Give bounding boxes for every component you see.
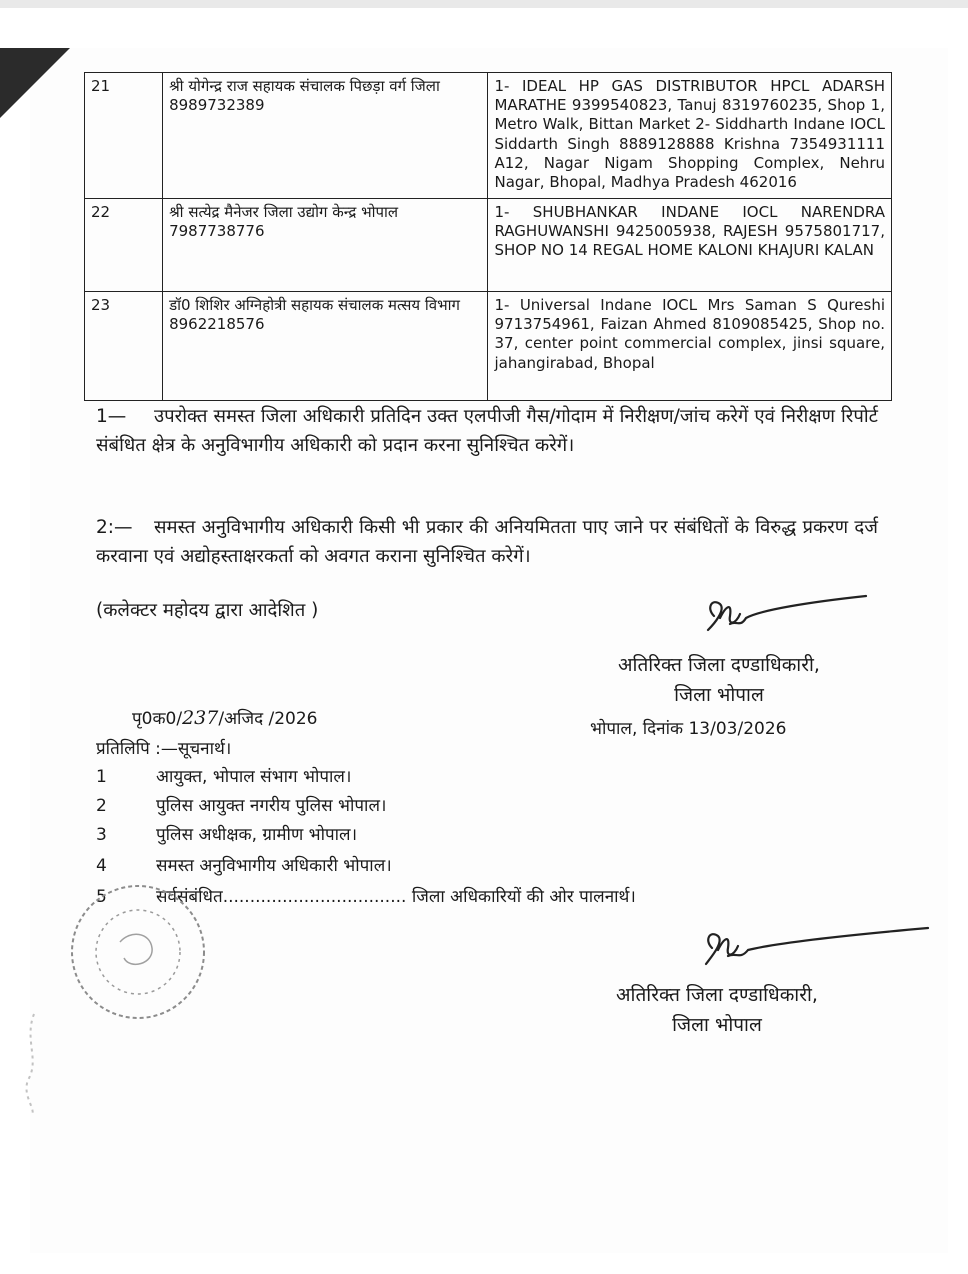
page-corner-shadow xyxy=(0,48,70,118)
distributor-cell: 1- Universal Indane IOCL Mrs Saman S Qureshi 9713754961, Faizan Ahmed 8109085425, Shop no. 37, center point commercial complex, jinsi square, jahangirabad, Bhopal xyxy=(488,292,892,401)
paragraph-text: समस्त अनुविभागीय अधिकारी किसी भी प्रकार की अनियमितता पाए जाने पर संबंधितों के विरुद्ध प्रकरण दर्ज करवाना एवं अद्योहस्ताक्षरकर्ता को अवगत कराना सुनिश्चित करेगें। xyxy=(96,517,878,567)
order-note: (कलेक्टर महोदय द्वारा आदेशित ) xyxy=(96,600,319,621)
designation-district: जिला भोपाल xyxy=(674,684,764,707)
handwritten-signature-icon xyxy=(640,926,930,974)
list-item: 2 पुलिस आयुक्त नगरीय पुलिस भोपाल। xyxy=(96,796,387,816)
distributor-cell: 1- IDEAL HP GAS DISTRIBUTOR HPCL ADARSH MARATHE 9399540823, Tanuj 8319760235, Shop 1, Metro Walk, Bittan Market 2- Siddharth Indane IOCL Siddarth Singh 8889128888 Krishna 7354931111 A12, Nagar Nigam Shopping Complex, Nehru Nagar, Bhopal, Madhya Pradesh 462016 xyxy=(488,73,892,199)
paragraph-text: उपरोक्त समस्त जिला अधिकारी प्रतिदिन उक्त एलपीजी गैस/गोदाम में निरीक्षण/जांच करेगें एवं निरीक्षण रिपोर्ट संबंधित क्षेत्र के अनुविभागीय अधिकारी को प्रदान करना सुनिश्चित करेगें। xyxy=(96,406,878,456)
top-bar xyxy=(0,0,968,8)
official-seal-icon xyxy=(40,882,210,1032)
table-row xyxy=(85,73,892,199)
signatory-designation xyxy=(574,650,864,711)
serial-number: 22 xyxy=(85,199,163,292)
instruction-paragraph-2 xyxy=(96,514,878,571)
distributor-cell: 1- SHUBHANKAR INDANE IOCL NARENDRA RAGHUWANSHI 9425005938, RAJESH 9575801717, SHOP NO 14 REGAL HOME KALONI KHAJURI KALAN xyxy=(488,199,892,292)
copy-heading: प्रतिलिपि :—सूचनार्थ। xyxy=(96,739,232,759)
designation-title: अतिरिक्त जिला दण्डाधिकारी, xyxy=(616,984,818,1006)
officer-cell: श्री योगेन्द्र राज सहायक संचालक पिछड़ा वर्ग जिला 8989732389 xyxy=(163,73,488,199)
handwritten-number: 237 xyxy=(182,707,219,729)
officer-cell: श्री सत्येद्र मैनेजर जिला उद्योग केन्द्र भोपाल 7987738776 xyxy=(163,199,488,292)
paragraph-number: 1— xyxy=(96,406,127,427)
officer-cell: डॉ0 शिशिर अग्निहोत्री सहायक संचालक मत्सय विभाग 8962218576 xyxy=(163,292,488,401)
table-row xyxy=(85,292,892,401)
instruction-paragraph-1 xyxy=(96,403,878,460)
list-item: 5 सर्वसंबंधित.................................. जिला अधिकारियों की ओर पालनार्थ। xyxy=(96,887,636,907)
table-row xyxy=(85,199,892,292)
signatory-designation xyxy=(572,980,862,1041)
list-item: 4 समस्त अनुविभागीय अधिकारी भोपाल। xyxy=(96,856,392,876)
serial-number: 21 xyxy=(85,73,163,199)
reference-number: पृ0क0/237/अजिद /2026 xyxy=(132,707,318,729)
designation-title: अतिरिक्त जिला दण्डाधिकारी, xyxy=(618,654,820,676)
serial-number: 23 xyxy=(85,292,163,401)
handwritten-signature-icon xyxy=(700,594,870,640)
list-item: 1 आयुक्त, भोपाल संभाग भोपाल। xyxy=(96,767,352,787)
date-line: भोपाल, दिनांक 13/03/2026 xyxy=(590,719,787,739)
ink-smudge-icon xyxy=(14,1010,54,1120)
list-item: 3 पुलिस अधीक्षक, ग्रामीण भोपाल। xyxy=(96,825,358,845)
officer-distributor-table xyxy=(84,72,892,401)
paragraph-number: 2:— xyxy=(96,517,133,538)
designation-district: जिला भोपाल xyxy=(672,1014,762,1037)
